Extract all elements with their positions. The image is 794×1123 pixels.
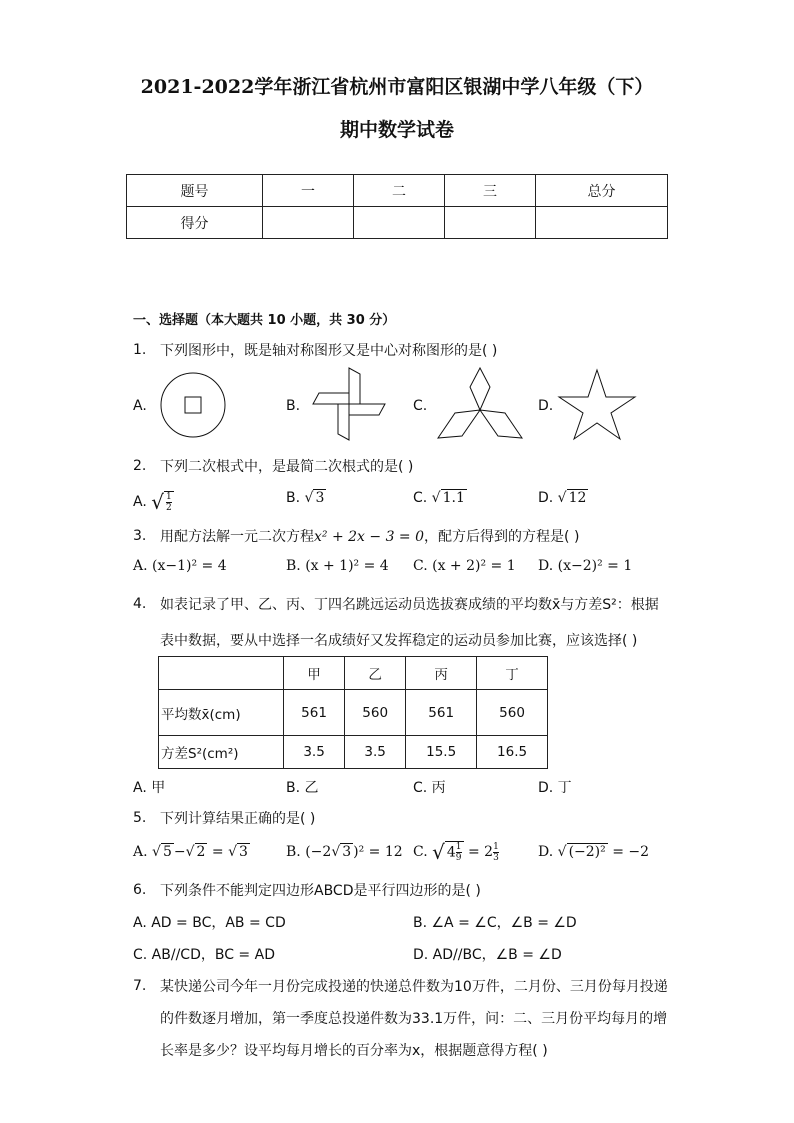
score-header-cell: 题号: [127, 175, 263, 207]
score-table-header-row: [127, 175, 668, 207]
option-label: B.: [286, 844, 301, 860]
score-row-label: 得分: [127, 207, 263, 239]
athlete-table: [158, 656, 548, 769]
option-label: C.: [413, 398, 428, 414]
table-header-cell: 丁: [477, 657, 548, 690]
equation: x² + 2x − 3 = 0: [314, 529, 425, 545]
row-label: 平均数x̄(cm): [159, 690, 284, 736]
table-cell: 560: [345, 690, 406, 736]
radicand: 3: [315, 490, 325, 506]
option-b: B. (−2√ 3 )² = 12: [286, 844, 403, 860]
question-text: 用配方法解一元二次方程x² + 2x − 3 = 0，配方后得到的方程是( ): [160, 529, 580, 545]
table-cell: 3.5: [284, 736, 345, 769]
option-label: D.: [538, 398, 554, 414]
score-table: [126, 174, 668, 239]
option-b: B. (x + 1)² = 4: [286, 558, 389, 574]
table-header-row: [159, 657, 548, 690]
question-number: 1.: [133, 342, 147, 358]
option-c: C. 丙: [413, 780, 446, 796]
option-a: A. √ $\frac{1}{2}$: [133, 490, 172, 514]
question-number: 2.: [133, 458, 147, 474]
table-header-cell: 丙: [406, 657, 477, 690]
row-label: 方差S²(cm²): [159, 736, 284, 769]
score-header-cell: 三: [445, 175, 536, 207]
question-number: 7.: [133, 978, 147, 994]
question-number: 4.: [133, 596, 147, 612]
option-d: D. √ (−2)² = −2: [538, 844, 650, 860]
fraction-denominator: 2: [165, 503, 172, 513]
table-row: [159, 736, 548, 769]
question-text: 表中数据，要从中选择一名成绩好又发挥稳定的运动员参加比赛，应该选择( ): [160, 633, 638, 649]
star-figure: [556, 367, 638, 441]
score-table-row: [127, 207, 668, 239]
option-b: B. √ 3: [286, 490, 325, 506]
radicand: 12: [568, 490, 587, 506]
page-title-line1: 2021-2022学年浙江省杭州市富阳区银湖中学八年级（下）: [140, 76, 654, 98]
question-number: 6.: [133, 882, 147, 898]
table-cell: 16.5: [477, 736, 548, 769]
option-c: C. AB//CD，BC = AD: [133, 947, 275, 963]
option-a: A. (x−1)² = 4: [133, 558, 227, 574]
option-label: D.: [538, 844, 554, 860]
option-c: C. √ 1.1: [413, 490, 465, 506]
question-text: 下列计算结果正确的是( ): [160, 811, 316, 827]
table-header-cell: 甲: [284, 657, 345, 690]
question-text: 下列图形中，既是轴对称图形又是中心对称图形的是( ): [160, 343, 498, 359]
option-label: B.: [286, 490, 301, 506]
option-label: A.: [133, 398, 147, 414]
option-b: B. ∠A = ∠C，∠B = ∠D: [413, 915, 577, 931]
question-text: 长率是多少？设平均每月增长的百分率为x，根据题意得方程( ): [160, 1043, 548, 1059]
radicand: 1.1: [442, 490, 465, 506]
score-header-cell: 一: [263, 175, 354, 207]
question-text: 的件数逐月增加，第一季度总投递件数为33.1万件，问：二、三月份平均每月的增: [160, 1011, 668, 1027]
table-cell: 3.5: [345, 736, 406, 769]
three-rhombus-figure: [436, 366, 524, 442]
table-cell: 560: [477, 690, 548, 736]
score-cell[interactable]: [354, 207, 445, 239]
question-text: 下列二次根式中，是最简二次根式的是( ): [160, 459, 414, 475]
option-d: D. √ 12: [538, 490, 587, 506]
score-header-cell: 二: [354, 175, 445, 207]
section-heading: 一、选择题（本大题共 10 小题，共 30 分）: [133, 313, 396, 328]
score-cell[interactable]: [263, 207, 354, 239]
question-text: 下列条件不能判定四边形ABCD是平行四边形的是( ): [160, 883, 481, 899]
table-cell: 561: [284, 690, 345, 736]
page-title-line2: 期中数学试卷: [339, 119, 454, 141]
fraction-numerator: 1: [165, 492, 172, 502]
option-d: D. AD//BC，∠B = ∠D: [413, 947, 562, 963]
option-d: D. (x−2)² = 1: [538, 558, 633, 574]
option-a: A. AD = BC，AB = CD: [133, 915, 286, 931]
option-label: C.: [413, 490, 428, 506]
option-a: A. 甲: [133, 780, 166, 796]
question-text: 某快递公司今年一月份完成投递的快递总件数为10万件，二月份、三月份每月投递: [160, 979, 668, 995]
question-number: 5.: [133, 810, 147, 826]
question-number: 3.: [133, 528, 147, 544]
table-row: [159, 690, 548, 736]
table-cell: 15.5: [406, 736, 477, 769]
option-a: A. √ 5 −√ 2 = √ 3: [133, 844, 248, 860]
option-d: D. 丁: [538, 780, 572, 796]
pinwheel-figure: [308, 364, 390, 444]
table-cell: [159, 657, 284, 690]
option-c: C. √ 4 $\frac{1}{9}$ = 2 $\frac{1}{3}$: [413, 840, 499, 864]
table-cell: 561: [406, 690, 477, 736]
circle-square-figure: [158, 370, 228, 440]
score-cell[interactable]: [536, 207, 668, 239]
question-text: 如表记录了甲、乙、丙、丁四名跳远运动员选拔赛成绩的平均数x̄与方差S²：根据: [160, 597, 659, 613]
option-label: B.: [286, 398, 301, 414]
option-label: C.: [413, 844, 428, 860]
option-label: A.: [133, 494, 147, 510]
table-header-cell: 乙: [345, 657, 406, 690]
option-b: B. 乙: [286, 780, 319, 796]
score-cell[interactable]: [445, 207, 536, 239]
score-header-cell: 总分: [536, 175, 668, 207]
option-label: D.: [538, 490, 554, 506]
option-label: A.: [133, 844, 148, 860]
option-c: C. (x + 2)² = 1: [413, 558, 516, 574]
